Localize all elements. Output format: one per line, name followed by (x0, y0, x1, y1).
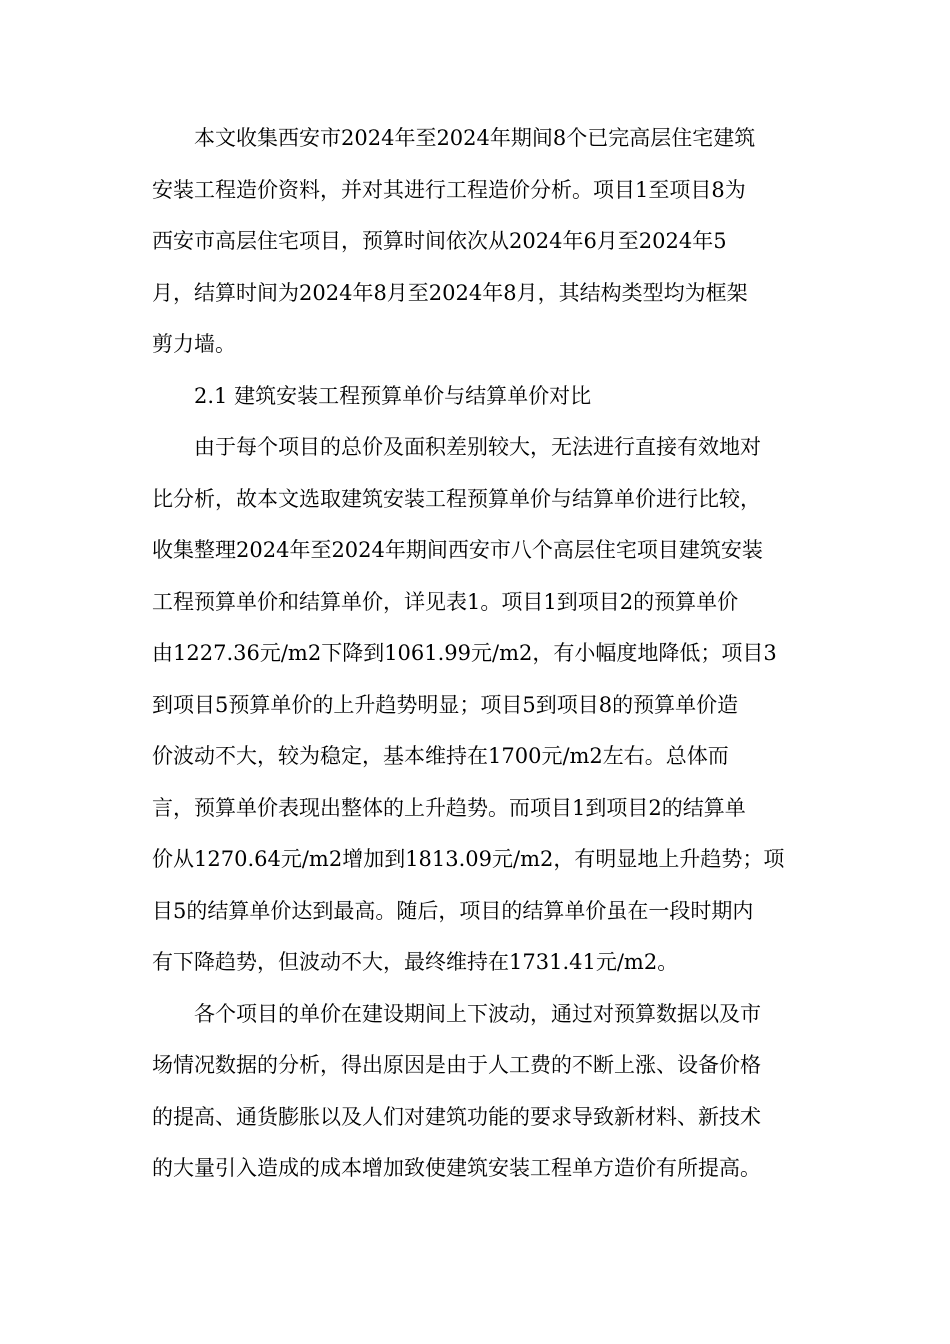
text-line: 由1227.36元/m2下降到1061.99元/m2，有小幅度地降低；项目3 (152, 641, 777, 665)
text-line: 比分析，故本文选取建筑安装工程预算单价与结算单价进行比较， (152, 487, 761, 511)
text-line: 价从1270.64元/m2增加到1813.09元/m2，有明显地上升趋势；项 (152, 847, 785, 871)
text-line: 目5的结算单价达到最高。随后，项目的结算单价虽在一段时期内 (152, 899, 754, 923)
text-line: 有下降趋势，但波动不大，最终维持在1731.41元/m2。 (152, 950, 679, 974)
text-line: 安装工程造价资料，并对其进行工程造价分析。项目1至项目8为 (152, 178, 746, 202)
text-line: 由于每个项目的总价及面积差别较大，无法进行直接有效地对 (194, 435, 761, 459)
text-line: 本文收集西安市2024年至2024年期间8个已完高层住宅建筑 (194, 126, 756, 150)
text-line: 的大量引入造成的成本增加致使建筑安装工程单方造价有所提高。 (152, 1156, 761, 1180)
section-heading-text: 2.1 建筑安装工程预算单价与结算单价对比 (194, 384, 592, 408)
text-line: 工程预算单价和结算单价，详见表1。项目1到项目2的预算单价 (152, 590, 739, 614)
text-line: 西安市高层住宅项目，预算时间依次从2024年6月至2024年5 (152, 229, 727, 253)
text-line: 收集整理2024年至2024年期间西安市八个高层住宅项目建筑安装 (152, 538, 763, 562)
text-line: 月，结算时间为2024年8月至2024年8月，其结构类型均为框架 (152, 281, 748, 305)
text-line: 场情况数据的分析，得出原因是由于人工费的不断上涨、设备价格 (152, 1053, 761, 1077)
text-line: 价波动不大，较为稳定，基本维持在1700元/m2左右。总体而 (152, 744, 729, 768)
text-line: 各个项目的单价在建设期间上下波动，通过对预算数据以及市 (194, 1002, 761, 1026)
text-line: 到项目5预算单价的上升趋势明显；项目5到项目8的预算单价造 (152, 693, 739, 717)
text-line: 的提高、通货膨胀以及人们对建筑功能的要求导致新材料、新技术 (152, 1105, 761, 1129)
text-line: 剪力墙。 (152, 332, 236, 356)
text-line: 言，预算单价表现出整体的上升趋势。而项目1到项目2的结算单 (152, 796, 746, 820)
